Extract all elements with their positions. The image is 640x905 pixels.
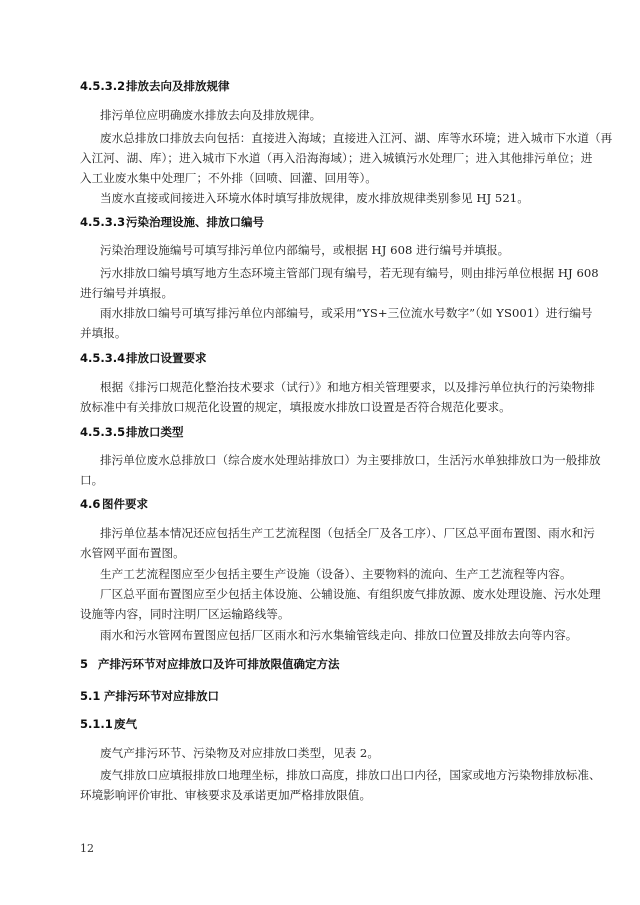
paragraph-line: 当废水直接或间接进入环境水体时填写排放规律，废水排放规律类别参见 HJ 521。	[100, 191, 529, 205]
section-heading	[80, 214, 264, 230]
heading-title: 废气	[114, 717, 137, 731]
paragraph-line: 废气产排污环节、污染物及对应排放口类型，见表 2。	[100, 746, 379, 760]
heading-title: 产排污环节对应排放口	[104, 689, 219, 703]
paragraph-line: 雨水排放口编号可填写排污单位内部编号，或采用“YS+三位流水号数字”（如 YS001）进行编号	[100, 306, 593, 320]
heading-title: 排放口类型	[126, 425, 184, 439]
heading-title: 产排污环节对应排放口及许可排放限值确定方法	[98, 657, 340, 671]
paragraph-line: 排污单位基本情况还应包括生产工艺流程图（包括全厂及各工序）、厂区总平面布置图、雨水和污	[100, 526, 595, 540]
heading-number: 5.1.1	[80, 717, 113, 731]
paragraph-line: 放标准中有关排放口规范化设置的规定，填报废水排放口设置是否符合规范化要求。	[80, 400, 511, 414]
paragraph-line: 入工业废水集中处理厂；不外排（回喷、回灌、回用等）。	[80, 171, 377, 185]
section-heading	[80, 496, 148, 512]
heading-title: 图件要求	[102, 497, 148, 511]
section-heading	[80, 78, 230, 94]
paragraph-line: 根据《排污口规范化整治技术要求（试行）》和地方相关管理要求，以及排污单位执行的污染物排	[100, 380, 595, 394]
paragraph-line: 并填报。	[80, 326, 127, 340]
paragraph-line: 废气排放口应填报排放口地理坐标，排放口高度，排放口出口内径，国家或地方污染物排放标准、	[100, 768, 601, 782]
paragraph-line: 环境影响评价审批、审核要求及承诺更加严格排放限值。	[80, 788, 372, 802]
chapter-heading	[80, 656, 340, 672]
paragraph-line: 排污单位应明确废水排放去向及排放规律。	[100, 108, 322, 122]
paragraph-line: 雨水和污水管网布置图应包括厂区雨水和污水集输管线走向、排放口位置及排放去向等内容。	[100, 628, 578, 642]
paragraph-line: 污水排放口编号填写地方生态环境主管部门现有编号，若无现有编号，则由排污单位根据 HJ 608	[100, 266, 599, 280]
paragraph-line: 污染治理设施编号可填写排污单位内部编号，或根据 HJ 608 进行编号并填报。	[100, 243, 510, 257]
section-heading	[80, 350, 207, 366]
paragraph-line: 废水总排放口排放去向包括：直接进入海域；直接进入江河、湖、库等水环境；进入城市下水道（再	[100, 131, 613, 145]
section-heading	[80, 424, 184, 440]
heading-number: 5.1	[80, 689, 101, 703]
heading-number: 4.6	[80, 497, 101, 511]
heading-title: 排放口设置要求	[126, 351, 207, 365]
paragraph-line: 生产工艺流程图应至少包括主要生产设施（设备）、主要物料的流向、生产工艺流程等内容。	[100, 567, 572, 581]
heading-title: 排放去向及排放规律	[126, 79, 230, 93]
page-number: 12	[80, 842, 94, 855]
heading-number: 4.5.3.3	[80, 215, 126, 229]
paragraph-line: 排污单位废水总排放口（综合废水处理站排放口）为主要排放口，生活污水单独排放口为一般排放	[100, 453, 601, 467]
paragraph-line: 水管网平面布置图。	[80, 546, 185, 560]
paragraph-line: 进行编号并填报。	[80, 286, 174, 300]
section-heading	[80, 688, 219, 704]
paragraph-line: 口。	[80, 473, 104, 487]
heading-number: 4.5.3.5	[80, 425, 126, 439]
paragraph-line: 厂区总平面布置图应至少包括主体设施、公辅设施、有组织废气排放源、废水处理设施、污水处理	[100, 587, 601, 601]
paragraph-line: 设施等内容，同时注明厂区运输路线等。	[80, 607, 290, 621]
paragraph-line: 入江河、湖、库）；进入城市下水道（再入沿海海域）；进入城镇污水处理厂；进入其他排污单位；进	[80, 151, 593, 165]
heading-number: 5	[80, 657, 89, 671]
heading-number: 4.5.3.4	[80, 351, 126, 365]
heading-number: 4.5.3.2	[80, 79, 126, 93]
heading-title: 污染治理设施、排放口编号	[126, 215, 264, 229]
section-heading	[80, 716, 137, 732]
